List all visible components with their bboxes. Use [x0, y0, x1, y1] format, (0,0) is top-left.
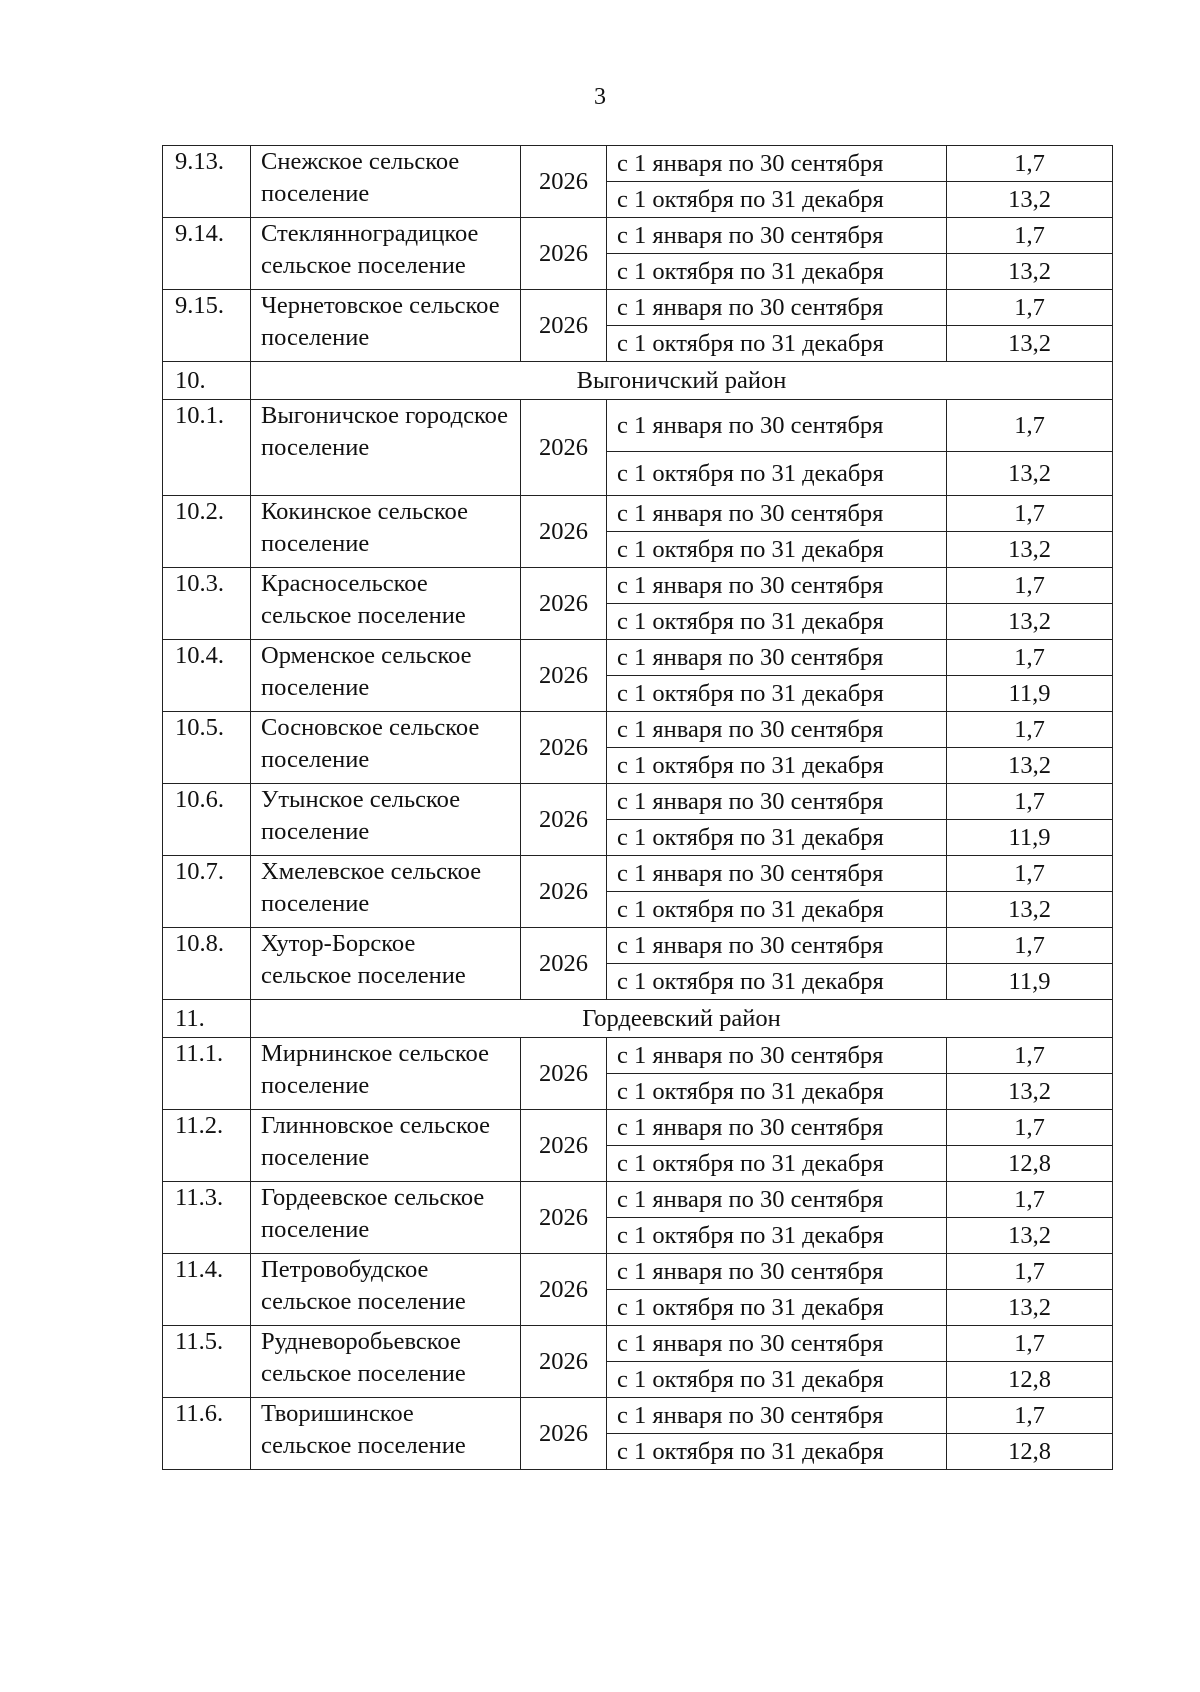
settlement-name: Сосновское сельское поселение [251, 712, 521, 784]
settlement-name: Гордеевское сельское поселение [251, 1182, 521, 1254]
table-row [163, 1326, 1113, 1362]
row-number: 10.3. [163, 568, 251, 640]
period-cell: с 1 января по 30 сентября [607, 146, 947, 182]
row-number: 11.5. [163, 1326, 251, 1398]
settlement-name: Хутор-Борское сельское поселение [251, 928, 521, 1000]
year-cell: 2026 [521, 496, 607, 568]
table-row [163, 1254, 1113, 1290]
row-number: 11.4. [163, 1254, 251, 1326]
row-number: 10.2. [163, 496, 251, 568]
table-row [163, 1038, 1113, 1074]
period-cell: с 1 января по 30 сентября [607, 640, 947, 676]
row-number: 10.6. [163, 784, 251, 856]
period-cell: с 1 января по 30 сентября [607, 1038, 947, 1074]
row-number: 11.1. [163, 1038, 251, 1110]
district-name: Гордеевский район [251, 1000, 1113, 1038]
row-number: 10.7. [163, 856, 251, 928]
year-cell: 2026 [521, 1038, 607, 1110]
row-number: 10.1. [163, 400, 251, 496]
value-cell: 13,2 [947, 182, 1113, 218]
value-cell: 13,2 [947, 1290, 1113, 1326]
value-cell: 12,8 [947, 1362, 1113, 1398]
period-cell: с 1 октября по 31 декабря [607, 892, 947, 928]
period-cell: с 1 января по 30 сентября [607, 218, 947, 254]
page-number: 3 [594, 84, 606, 110]
table-row [163, 1110, 1113, 1146]
year-cell: 2026 [521, 1398, 607, 1470]
table-row [163, 496, 1113, 532]
value-cell: 1,7 [947, 218, 1113, 254]
value-cell: 1,7 [947, 1110, 1113, 1146]
period-cell: с 1 января по 30 сентября [607, 290, 947, 326]
period-cell: с 1 января по 30 сентября [607, 784, 947, 820]
settlement-name: Кокинское сельское поселение [251, 496, 521, 568]
value-cell: 1,7 [947, 784, 1113, 820]
district-name: Выгоничский район [251, 362, 1113, 400]
value-cell: 13,2 [947, 452, 1113, 496]
value-cell: 1,7 [947, 496, 1113, 532]
row-number: 11.6. [163, 1398, 251, 1470]
year-cell: 2026 [521, 1110, 607, 1182]
period-cell: с 1 октября по 31 декабря [607, 964, 947, 1000]
value-cell: 13,2 [947, 604, 1113, 640]
row-number: 11.3. [163, 1182, 251, 1254]
table-row [163, 640, 1113, 676]
year-cell: 2026 [521, 640, 607, 712]
settlement-name: Орменское сельское поселение [251, 640, 521, 712]
settlement-name: Творишинское сельское поселение [251, 1398, 521, 1470]
year-cell: 2026 [521, 218, 607, 290]
row-number: 10.8. [163, 928, 251, 1000]
district-number: 11. [163, 1000, 251, 1038]
value-cell: 1,7 [947, 1254, 1113, 1290]
row-number: 9.15. [163, 290, 251, 362]
year-cell: 2026 [521, 568, 607, 640]
value-cell: 13,2 [947, 254, 1113, 290]
period-cell: с 1 октября по 31 декабря [607, 182, 947, 218]
period-cell: с 1 октября по 31 декабря [607, 1290, 947, 1326]
period-cell: с 1 октября по 31 декабря [607, 748, 947, 784]
year-cell: 2026 [521, 400, 607, 496]
row-number: 10.4. [163, 640, 251, 712]
value-cell: 1,7 [947, 146, 1113, 182]
value-cell: 1,7 [947, 1398, 1113, 1434]
settlement-name: Глинновское сельское поселение [251, 1110, 521, 1182]
period-cell: с 1 января по 30 сентября [607, 1110, 947, 1146]
value-cell: 13,2 [947, 748, 1113, 784]
period-cell: с 1 октября по 31 декабря [607, 1218, 947, 1254]
value-cell: 1,7 [947, 856, 1113, 892]
year-cell: 2026 [521, 712, 607, 784]
period-cell: с 1 января по 30 сентября [607, 856, 947, 892]
year-cell: 2026 [521, 146, 607, 218]
value-cell: 1,7 [947, 1182, 1113, 1218]
period-cell: с 1 октября по 31 декабря [607, 1434, 947, 1470]
settlement-name: Петровобудское сельское поселение [251, 1254, 521, 1326]
period-cell: с 1 января по 30 сентября [607, 1254, 947, 1290]
table-row [163, 290, 1113, 326]
value-cell: 1,7 [947, 712, 1113, 748]
table-row [163, 784, 1113, 820]
period-cell: с 1 октября по 31 декабря [607, 532, 947, 568]
period-cell: с 1 октября по 31 декабря [607, 1146, 947, 1182]
year-cell: 2026 [521, 928, 607, 1000]
row-number: 9.13. [163, 146, 251, 218]
year-cell: 2026 [521, 1182, 607, 1254]
row-number: 9.14. [163, 218, 251, 290]
year-cell: 2026 [521, 290, 607, 362]
period-cell: с 1 января по 30 сентября [607, 496, 947, 532]
settlement-name: Утынское сельское поселение [251, 784, 521, 856]
value-cell: 1,7 [947, 290, 1113, 326]
value-cell: 13,2 [947, 532, 1113, 568]
period-cell: с 1 октября по 31 декабря [607, 452, 947, 496]
settlement-name: Мирнинское сельское поселение [251, 1038, 521, 1110]
period-cell: с 1 января по 30 сентября [607, 712, 947, 748]
period-cell: с 1 января по 30 сентября [607, 1398, 947, 1434]
district-row [163, 1000, 1113, 1038]
value-cell: 1,7 [947, 400, 1113, 452]
value-cell: 12,8 [947, 1434, 1113, 1470]
settlement-name: Снежское сельское поселение [251, 146, 521, 218]
value-cell: 1,7 [947, 1326, 1113, 1362]
period-cell: с 1 января по 30 сентября [607, 928, 947, 964]
value-cell: 13,2 [947, 1218, 1113, 1254]
value-cell: 13,2 [947, 1074, 1113, 1110]
district-number: 10. [163, 362, 251, 400]
year-cell: 2026 [521, 1326, 607, 1398]
row-number: 10.5. [163, 712, 251, 784]
period-cell: с 1 октября по 31 декабря [607, 326, 947, 362]
period-cell: с 1 октября по 31 декабря [607, 1362, 947, 1398]
settlement-name: Красносельское сельское поселение [251, 568, 521, 640]
settlement-name: Рудневоробьевское сельское поселение [251, 1326, 521, 1398]
value-cell: 1,7 [947, 568, 1113, 604]
district-row [163, 362, 1113, 400]
table-row [163, 856, 1113, 892]
table-row [163, 218, 1113, 254]
row-number: 11.2. [163, 1110, 251, 1182]
value-cell: 13,2 [947, 892, 1113, 928]
value-cell: 1,7 [947, 928, 1113, 964]
year-cell: 2026 [521, 1254, 607, 1326]
value-cell: 12,8 [947, 1146, 1113, 1182]
value-cell: 11,9 [947, 676, 1113, 712]
table-row [163, 568, 1113, 604]
year-cell: 2026 [521, 856, 607, 928]
table-row [163, 1398, 1113, 1434]
settlement-name: Чернетовское сельское поселение [251, 290, 521, 362]
tariff-table [162, 145, 1113, 1470]
value-cell: 1,7 [947, 1038, 1113, 1074]
period-cell: с 1 октября по 31 декабря [607, 820, 947, 856]
settlement-name: Стеклянноградицкое сельское поселение [251, 218, 521, 290]
period-cell: с 1 января по 30 сентября [607, 1326, 947, 1362]
period-cell: с 1 октября по 31 декабря [607, 254, 947, 290]
table-row [163, 146, 1113, 182]
table-row [163, 712, 1113, 748]
period-cell: с 1 января по 30 сентября [607, 568, 947, 604]
period-cell: с 1 октября по 31 декабря [607, 676, 947, 712]
settlement-name: Хмелевское сельское поселение [251, 856, 521, 928]
settlement-name: Выгоничское городское поселение [251, 400, 521, 496]
table-row [163, 400, 1113, 452]
value-cell: 13,2 [947, 326, 1113, 362]
value-cell: 11,9 [947, 820, 1113, 856]
period-cell: с 1 января по 30 сентября [607, 400, 947, 452]
table-row [163, 928, 1113, 964]
value-cell: 11,9 [947, 964, 1113, 1000]
year-cell: 2026 [521, 784, 607, 856]
period-cell: с 1 января по 30 сентября [607, 1182, 947, 1218]
period-cell: с 1 октября по 31 декабря [607, 1074, 947, 1110]
value-cell: 1,7 [947, 640, 1113, 676]
table-row [163, 1182, 1113, 1218]
period-cell: с 1 октября по 31 декабря [607, 604, 947, 640]
